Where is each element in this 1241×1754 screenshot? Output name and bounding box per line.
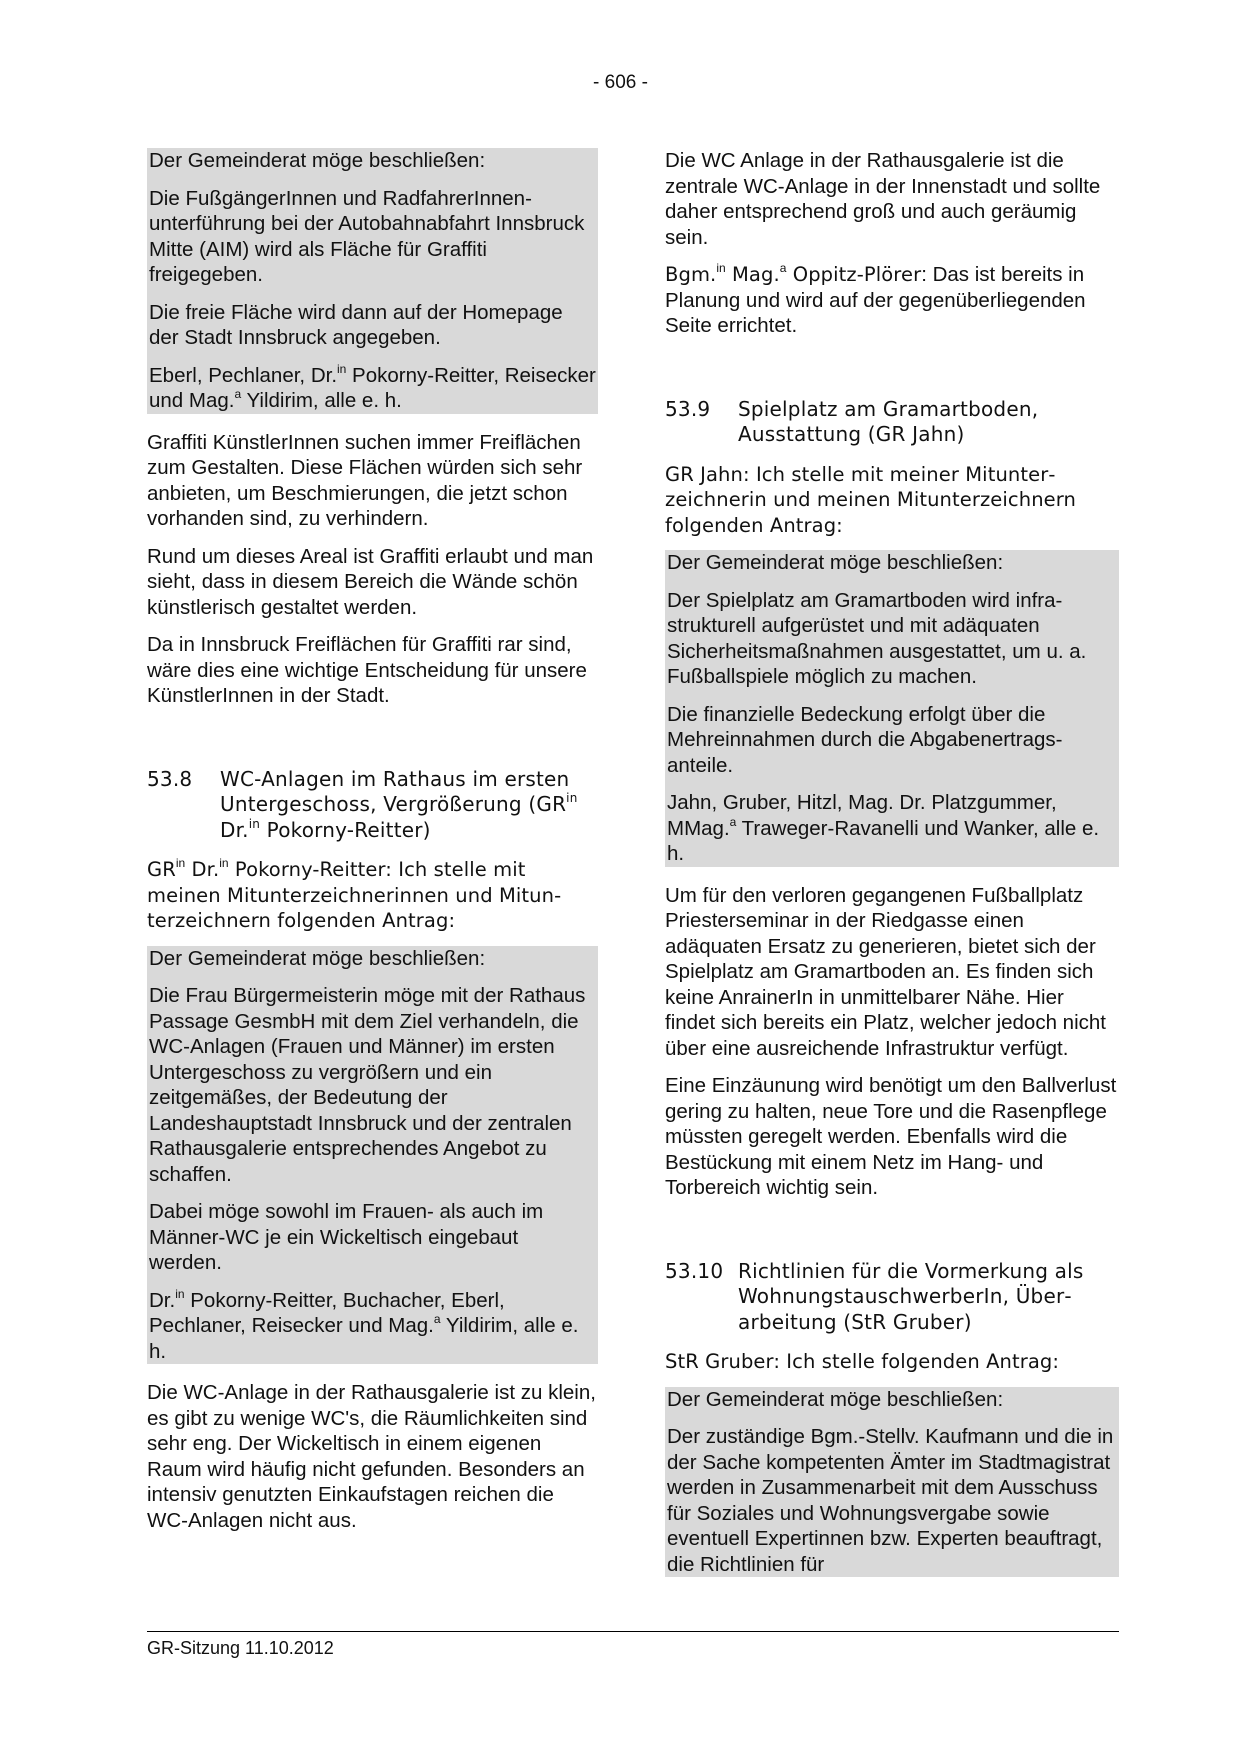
section-number: 53.8 (147, 766, 193, 791)
paragraph: Da in Innsbruck Freiflächen für Graffiti rar sind, wäre dies eine wichtige Entscheidung für unsere KünstlerInnen in der Stadt. (147, 633, 587, 707)
section-title: Spielplatz am Gramartboden, Ausstattung (GR Jahn) (738, 396, 1039, 446)
page-number: - 606 - (593, 72, 648, 93)
section-heading-53-10 (665, 1259, 1119, 1336)
section-heading-53-8 (147, 767, 598, 844)
paragraph: Die WC-Anlage in der Rathausgalerie ist zu klein, es gibt zu wenige WC's, die Räumlichkeiten sind sehr eng. Der Wickeltisch in einem eigenen Raum wird häufig nicht gefunden. Besonders an intensiv genutzten Einkaufstagen reichen die WC-Anlagen nicht aus. (147, 1381, 596, 1532)
motion-box (147, 946, 598, 1365)
motion-box (665, 1387, 1119, 1578)
motion-text: Der zuständige Bgm.-Stellv. Kaufmann und die in der Sache kompetenten Ämter im Stadtmagistrat werden in Zusammenarbeit mit dem Ausschuss für Soziales und Wohnungsvergabe sowie eventuell Expertinnen bzw. Experten beauftragt, die Richtlinien für (667, 1425, 1114, 1576)
speaker-statement: $GR^{in}$ Dr.$^{in}$ Pokorny-Reitter: Ich stelle mit meinen Mitunterzeichnerinnen und Mitunterzeichnern folgenden Antrag: (147, 856, 562, 932)
paragraph: Graffiti KünstlerInnen suchen immer Freiflächen zum Gestalten. Diese Flächen würden sich sehr anbieten, um Beschmierungen, die jetzt schon vorhanden sind, zu verhindern. (147, 430, 583, 530)
footer-divider (147, 1631, 1119, 1632)
paragraph: Rund um dieses Areal ist Graffiti erlaubt und man sieht, dass in diesem Bereich die Wände schön künstlerisch gestaltet werden. (147, 544, 594, 619)
motion-text: Die FußgängerInnen und RadfahrerInnenunterführung bei der Autobahnabfahrt Innsbruck Mitte (AIM) wird als Fläche für Graffiti freigegeben. (149, 186, 585, 286)
speaker-statement: StR Gruber: Ich stelle folgenden Antrag: (665, 1350, 1060, 1373)
motion-lead: Der Gemeinderat möge beschließen: (667, 1387, 1004, 1411)
section-heading-53-9 (665, 397, 1119, 448)
motion-signatures: Dr.$^{in}$ Pokorny-Reitter, Buchacher, Eberl, Pechlaner, Reisecker und Mag.$^a$ Yildirim, alle e. h. (149, 1286, 579, 1363)
motion-text: Die Frau Bürgermeisterin möge mit der Rathaus Passage GesmbH mit dem Ziel verhandeln, die WC-Anlagen (Frauen und Männer) im ersten Untergeschoss zu vergrößern und ein zeitgemäßes, der Bedeutung der Landeshauptstadt Innsbruck und der zentralen Rathausgalerie entsprechendes Angebot zu schaffen. (149, 984, 586, 1186)
motion-signatures: Jahn, Gruber, Hitzl, Mag. Dr. Platzgummer, MMag.$^a$ Traweger-Ravanelli und Wanker, alle e. h. (667, 791, 1100, 865)
motion-lead: Der Gemeinderat möge beschließen: (149, 946, 486, 970)
motion-text: Die freie Fläche wird dann auf der Homepage der Stadt Innsbruck angegeben. (149, 300, 563, 349)
section-number: 53.10 (665, 1258, 724, 1283)
motion-text: Dabei möge sowohl im Frauen- als auch im Männer-WC je ein Wickeltisch eingebaut werden. (149, 1200, 544, 1274)
section-number: 53.9 (665, 396, 711, 421)
motion-box (665, 550, 1119, 867)
motion-signatures: Eberl, Pechlaner, Dr.$^{in}$ Pokorny-Reitter, Reisecker und Mag.$^a$ Yildirim, alle e. h. (149, 361, 596, 412)
motion-lead: Der Gemeinderat möge beschließen: (149, 149, 486, 172)
motion-lead: Der Gemeinderat möge beschließen: (667, 551, 1004, 574)
right-column (665, 148, 1119, 1593)
motion-text: Die finanzielle Bedeckung erfolgt über die Mehreinnahmen durch die Abgabenertragsanteile. (667, 702, 1063, 777)
section-title: Richtlinien für die Vormerkung als WohnungstauschwerberIn, Überarbeitung (StR Gruber) (738, 1258, 1084, 1334)
section-title: WC-Anlagen im Rathaus im ersten Untergeschoss, Vergrößerung ($GR^{in}$ Dr.$^{in}$ Pokorny-Reitter) (220, 766, 578, 842)
paragraph: Eine Einzäunung wird benötigt um den Ballverlust gering zu halten, neue Tore und die Rasenpflege müssten geregelt werden. Ebenfalls wird die Bestückung mit einem Netz im Hang- und Torbereich wichtig sein. (665, 1074, 1117, 1199)
speaker-statement: Bgm.$^{in}$ Mag.$^a$ Oppitz-Plörer: Das ist bereits in Planung und wird auf der gegenüberliegenden Seite errichtet. (665, 261, 1086, 337)
paragraph: Die WC Anlage in der Rathausgalerie ist die zentrale WC-Anlage in der Innenstadt und sollte daher entsprechend groß und auch geräumig sein. (665, 149, 1101, 249)
paragraph: Um für den verloren gegangenen Fußballplatz Priesterseminar in der Riedgasse einen adäquaten Ersatz zu generieren, bietet sich der Spielplatz am Gramartboden an. Es finden sich keine AnrainerIn in unmittelbarer Nähe. Hier findet sich bereits ein Platz, welcher jedoch nicht über eine ausreichende Infrastruktur verfügt. (665, 883, 1106, 1060)
footer-session-date: GR-Sitzung 11.10.2012 (147, 1638, 334, 1658)
motion-text: Der Spielplatz am Gramartboden wird infrastrukturell aufgerüstet und mit adäquaten Sicherheitsmaßnahmen ausgestattet, um u. a. Fußballspiele möglich zu machen. (667, 588, 1087, 688)
speaker-statement: GR Jahn: Ich stelle mit meiner Mitunterzeichnerin und meinen Mitunterzeichnern folgenden Antrag: (665, 462, 1076, 537)
left-column (147, 148, 598, 1545)
motion-box (147, 148, 598, 414)
